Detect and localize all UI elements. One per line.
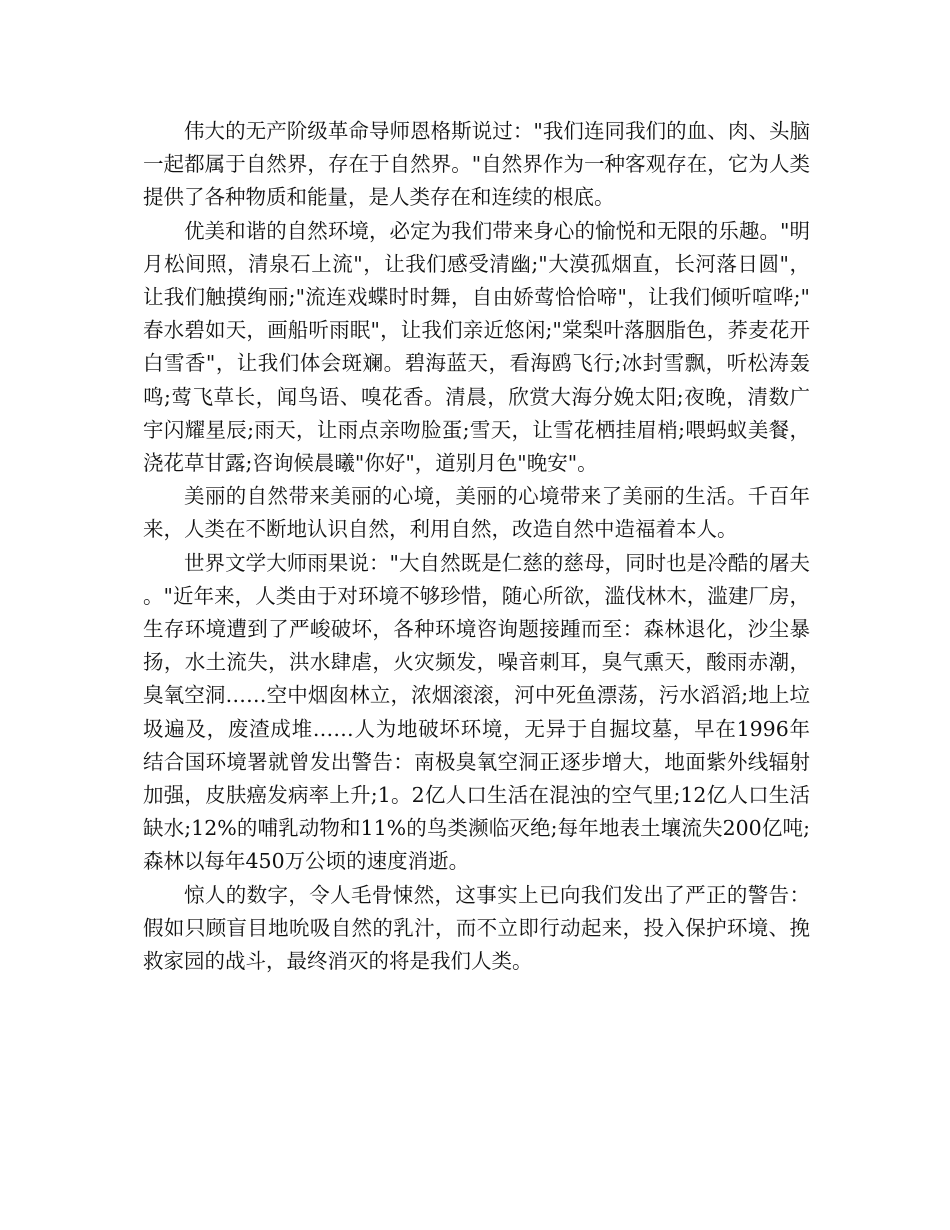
paragraph-engels-quote: 伟大的无产阶级革命导师恩格斯说过："我们连同我们的血、肉、头脑一起都属于自然界，存在于自然界。"自然界作为一种客观存在，它为人类提供了各种物质和能量，是人类存在和连续的根底。: [143, 119, 810, 210]
paragraph-hugo-quote: 世界文学大师雨果说："大自然既是仁慈的慈母，同时也是冷酷的屠夫。"近年来，人类由于对环境不够珍惜，随心所欲，滥伐林木，滥建厂房，生存环境遭到了严峻破坏，各种环境咨询题接踵而至：森林退化，沙尘暴扬，水土流失，洪水肆虐，火灾频发，噪音刺耳，臭气熏天，酸雨赤潮，臭氧空洞……空中烟囱林立，浓烟滚滚，河中死鱼漂荡，污水滔滔;地上垃圾遍及，废渣成堆……人为地破坏环境，无异于自掘坟墓，早在1996年结合国环境署就曾发出警告：南极臭氧空洞正逐步增大，地面紫外线辐射加强，皮肤癌发病率上升;1。2亿人口生活在混浊的空气里;12亿人口生活缺水;12%的哺乳动物和11%的鸟类濒临灭绝;每年地表土壤流失200亿吨;森林以每年450万公顷的速度消逝。: [143, 550, 810, 874]
paragraph-warning: 惊人的数字，令人毛骨悚然，这事实上已向我们发出了严正的警告：假如只顾盲目地吮吸自然的乳汁，而不立即行动起来，投入保护环境、挽救家园的战斗，最终消灭的将是我们人类。: [143, 882, 810, 974]
paragraph-beautiful-life: 美丽的自然带来美丽的心境，美丽的心境带来了美丽的生活。千百年来，人类在不断地认识自然，利用自然，改造自然中造福着本人。: [143, 484, 810, 542]
document-body: [143, 115, 810, 978]
paragraph-natural-beauty: 优美和谐的自然环境，必定为我们带来身心的愉悦和无限的乐趣。"明月松间照，清泉石上流"，让我们感受清幽;"大漠孤烟直，长河落日圆"，让我们触摸绚丽;"流连戏蝶时时舞，自由娇莺恰恰啼"，让我们倾听喧哗;"春水碧如天，画船听雨眠"，让我们亲近悠闲;"棠梨叶落胭脂色，荞麦花开白雪香"，让我们体会斑斓。碧海蓝天，看海鸥飞行;冰封雪飘，听松涛轰鸣;莺飞草长，闻鸟语、嗅花香。清晨，欣赏大海分娩太阳;夜晚，清数广宇闪耀星辰;雨天，让雨点亲吻脸蛋;雪天，让雪花栖挂眉梢;喂蚂蚁美餐，浇花草甘露;咨询候晨曦"你好"，道别月色"晚安"。: [143, 218, 810, 476]
